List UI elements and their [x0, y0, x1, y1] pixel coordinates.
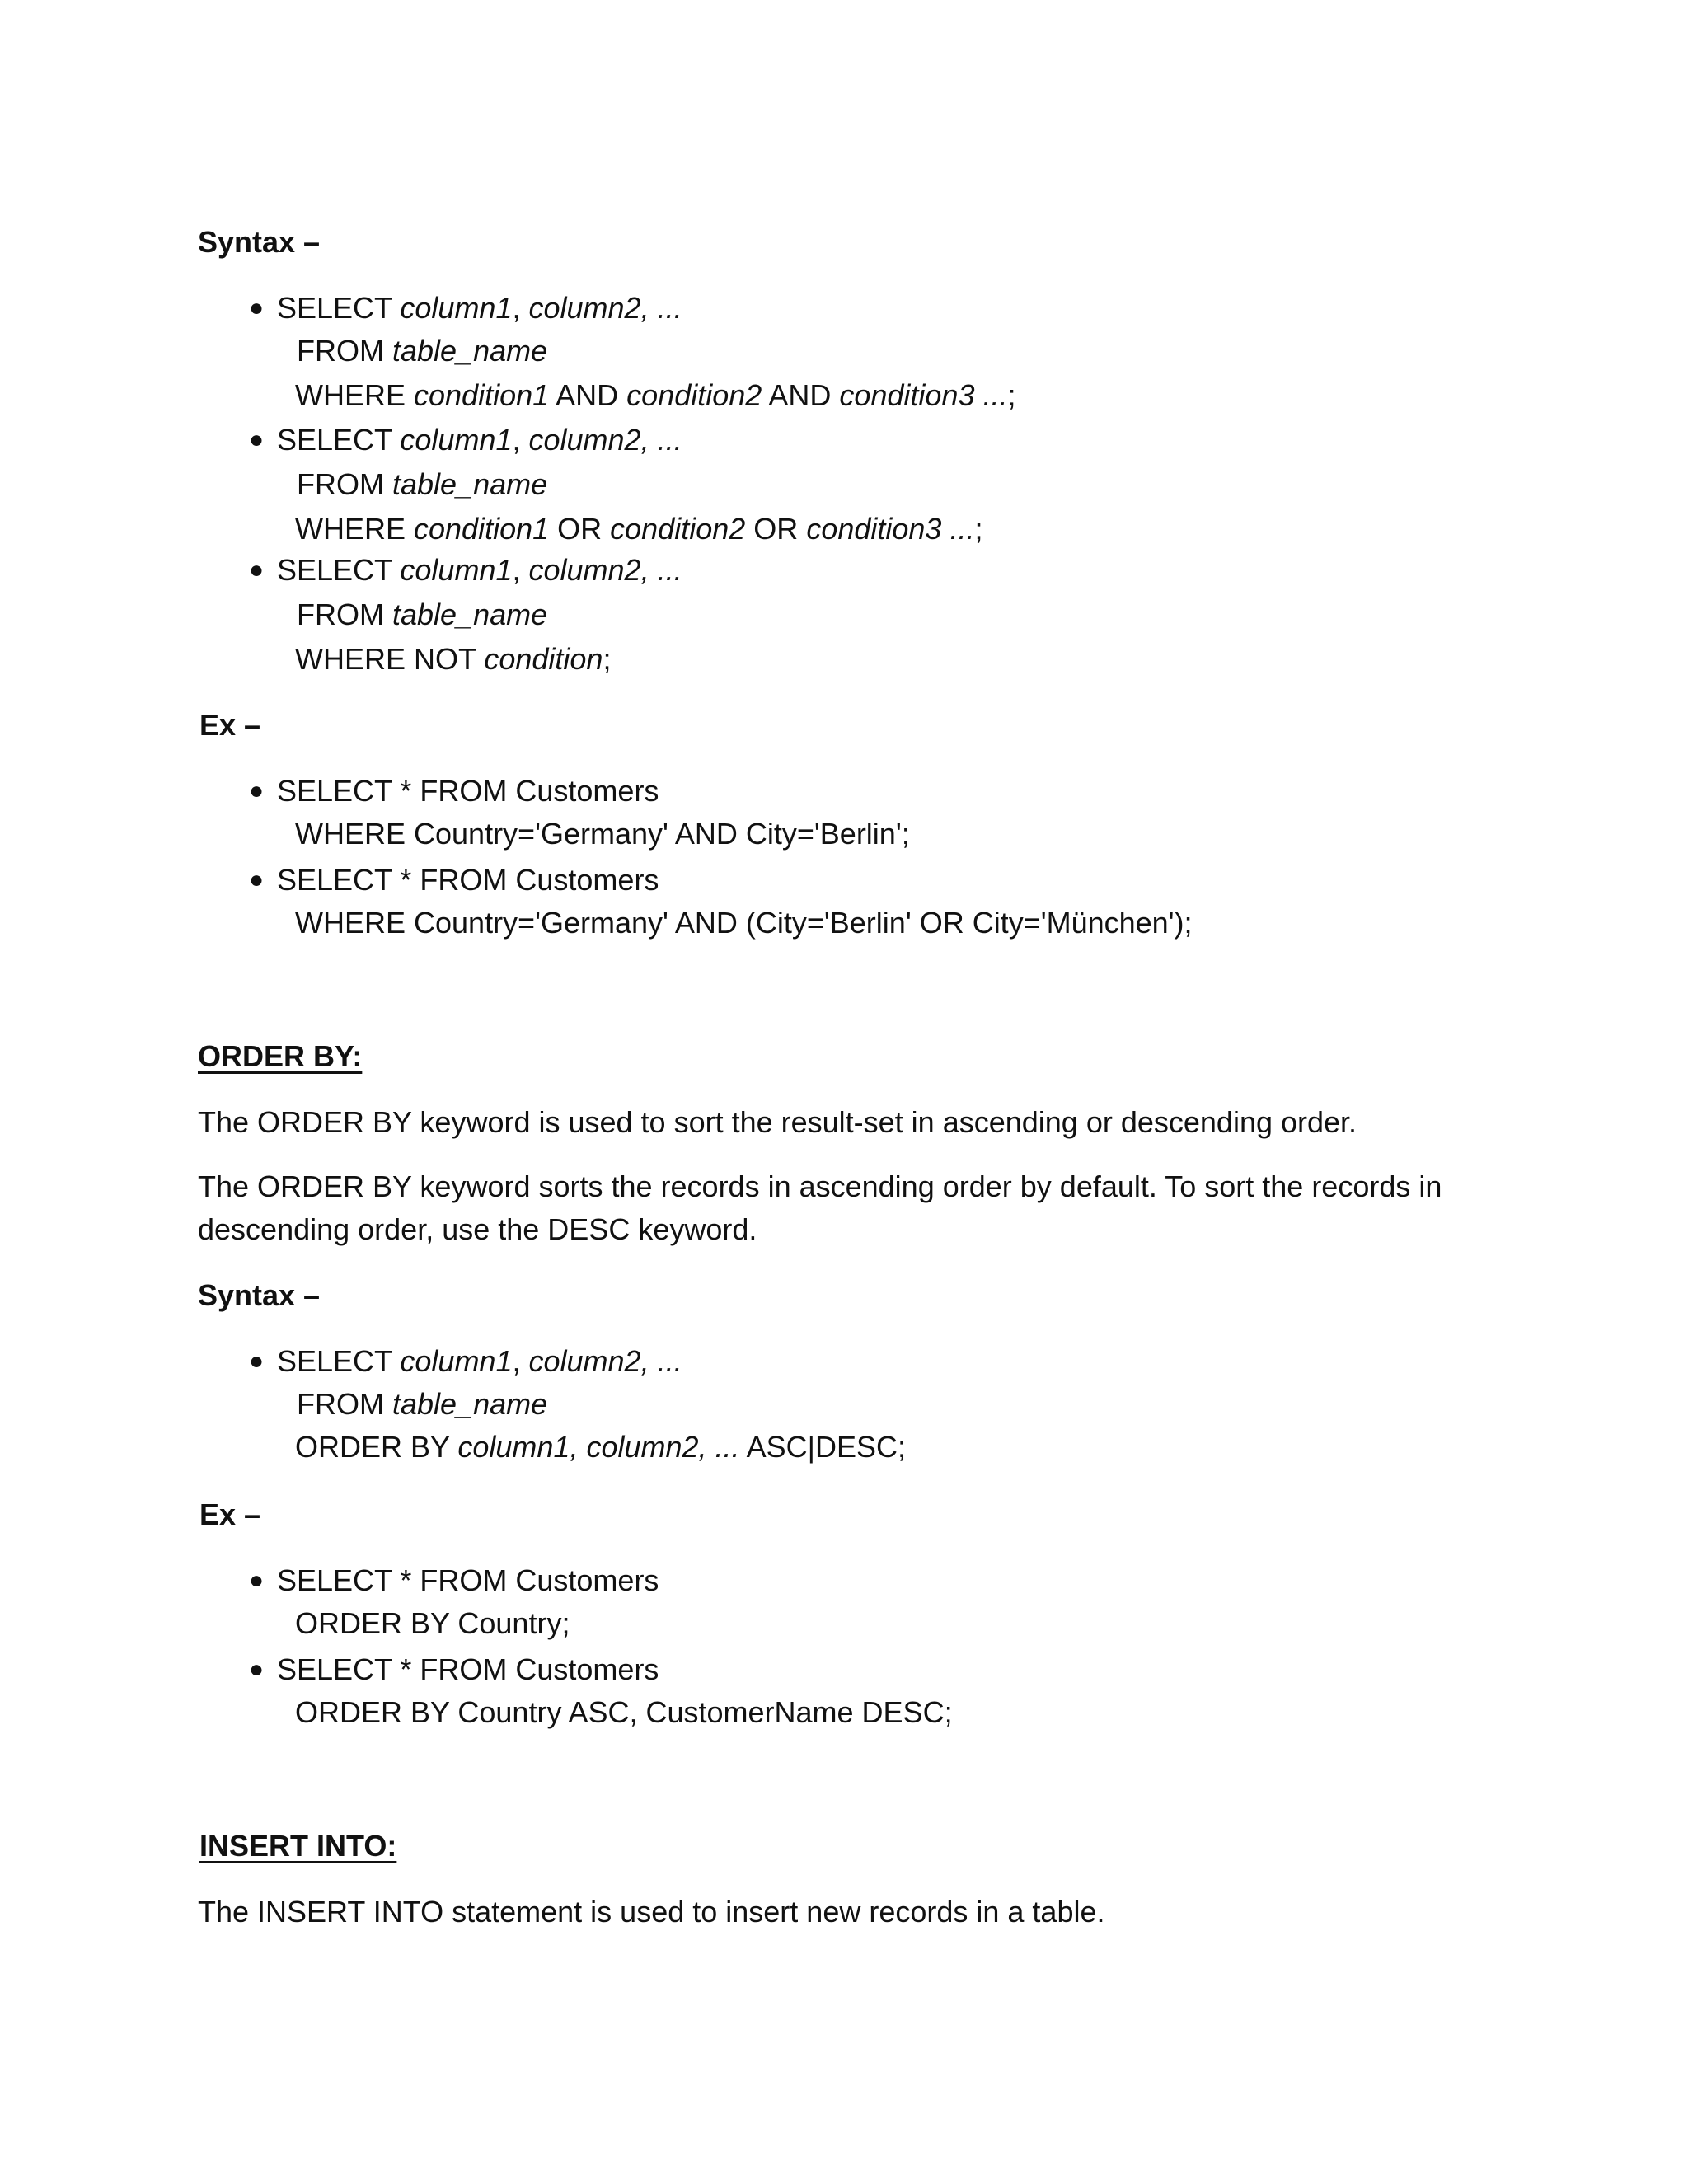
paragraph: The ORDER BY keyword sorts the records in ascending order by default. To sort the records in: [198, 1169, 1442, 1203]
code-line: SELECT * FROM Customers: [277, 774, 659, 808]
code-line: WHERE condition1 OR condition2 OR condition3 ...;: [295, 512, 983, 546]
code-line: WHERE Country='Germany' AND City='Berlin';: [295, 817, 910, 851]
code-line: SELECT * FROM Customers: [277, 1563, 659, 1597]
code-line: ORDER BY Country;: [295, 1606, 570, 1640]
code-line: SELECT column1, column2, ...: [277, 1344, 682, 1378]
paragraph: The ORDER BY keyword is used to sort the result-set in ascending or descending order.: [198, 1105, 1357, 1139]
code-line: SELECT column1, column2, ...: [277, 553, 682, 587]
example-heading: Ex –: [199, 708, 261, 742]
code-line: FROM table_name: [297, 334, 548, 368]
code-line: WHERE condition1 AND condition2 AND condition3 ...;: [295, 378, 1016, 412]
code-line: FROM table_name: [297, 598, 548, 631]
paragraph: descending order, use the DESC keyword.: [198, 1212, 757, 1246]
bullet-icon: ●: [249, 1347, 265, 1375]
paragraph: The INSERT INTO statement is used to insert new records in a table.: [198, 1895, 1105, 1929]
code-line: ORDER BY Country ASC, CustomerName DESC;: [295, 1695, 953, 1729]
code-line: SELECT * FROM Customers: [277, 863, 659, 897]
example-heading: Ex –: [199, 1497, 261, 1531]
code-line: FROM table_name: [297, 1387, 548, 1421]
code-line: FROM table_name: [297, 467, 548, 501]
syntax-heading: Syntax –: [198, 225, 321, 259]
code-line: SELECT column1, column2, ...: [277, 423, 682, 457]
section-heading-insert-into: INSERT INTO:: [199, 1829, 397, 1863]
section-heading-order-by: ORDER BY:: [198, 1039, 363, 1073]
code-line: SELECT column1, column2, ...: [277, 291, 682, 325]
bullet-icon: ●: [249, 866, 265, 893]
bullet-icon: ●: [249, 556, 265, 583]
bullet-icon: ●: [249, 1656, 265, 1683]
code-line: WHERE NOT condition;: [295, 642, 612, 676]
code-line: SELECT * FROM Customers: [277, 1652, 659, 1686]
syntax-heading: Syntax –: [198, 1278, 321, 1312]
bullet-icon: ●: [249, 426, 265, 453]
code-line: WHERE Country='Germany' AND (City='Berlin' OR City='München');: [295, 906, 1193, 940]
bullet-icon: ●: [249, 777, 265, 804]
bullet-icon: ●: [249, 294, 265, 321]
code-line: ORDER BY column1, column2, ... ASC|DESC;: [295, 1430, 906, 1464]
bullet-icon: ●: [249, 1567, 265, 1594]
